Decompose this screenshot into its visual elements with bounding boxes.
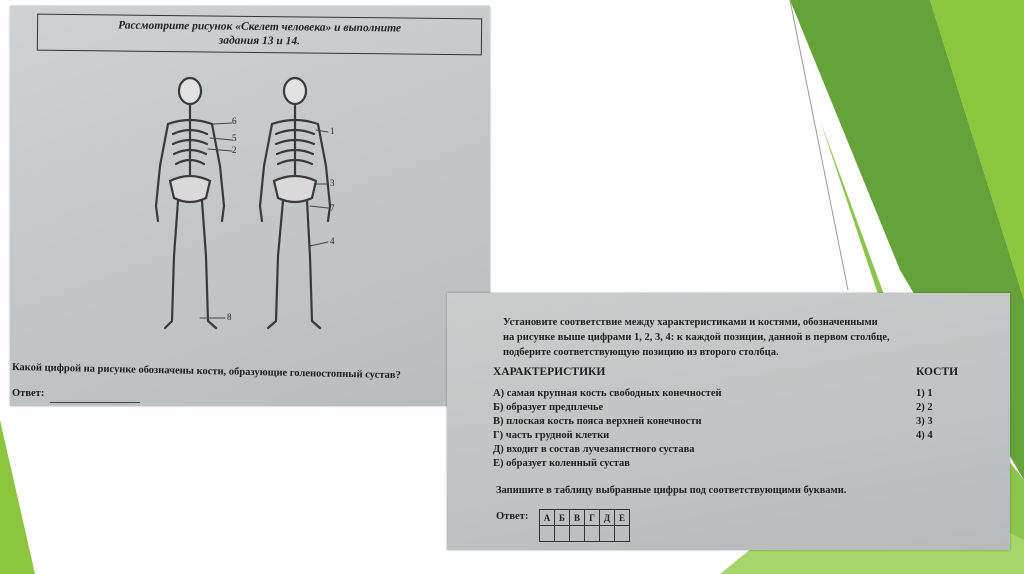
answer-letter-g: Г [585, 510, 600, 526]
label-4: 4 [330, 236, 335, 246]
label-6: 6 [232, 116, 237, 126]
answer-cell-e[interactable] [615, 526, 630, 542]
col-header-characteristics: ХАРАКТЕРИСТИКИ [493, 366, 606, 378]
label-7: 7 [330, 203, 335, 213]
answer-cell-d[interactable] [600, 526, 615, 542]
col-header-bones: КОСТИ [916, 366, 959, 378]
skeleton-front [156, 78, 224, 328]
bone-2: 2) 2 [916, 402, 933, 413]
answer-table-input-row [540, 526, 630, 542]
answer-letter-d: Д [600, 510, 615, 526]
task-header-line1: Рассмотрите рисунок «Скелет человека» и выполните [118, 19, 402, 35]
bone-3: 3) 3 [916, 416, 933, 427]
textbook-photo-matching [447, 293, 1010, 550]
answer-letter-e: Е [615, 510, 630, 526]
instruction-line3: подберите соответствующую позицию из второго столбца. [503, 347, 779, 358]
characteristic-e: Е) образует коленный сустав [493, 458, 630, 469]
characteristic-v: В) плоская кость пояса верхней конечности [493, 416, 702, 427]
characteristic-g: Г) часть грудной клетки [493, 430, 610, 441]
answer-table [539, 509, 630, 542]
answer-cell-v[interactable] [570, 526, 585, 542]
question-text: Какой цифрой на рисунке обозначены кости, образующие голеностопный сустав? [11, 362, 401, 382]
answer-table-header-row [540, 510, 630, 526]
answer-label-1: Ответ: [12, 388, 45, 399]
answer-letter-b: Б [555, 510, 570, 526]
textbook-photo-skeleton [10, 6, 490, 406]
skeleton-back [260, 78, 330, 328]
answer-cell-g[interactable] [585, 526, 600, 542]
characteristic-a: А) самая крупная кость свободных конечностей [493, 388, 722, 399]
answer-line-1[interactable] [50, 402, 140, 403]
label-5: 5 [232, 133, 237, 143]
label-2: 2 [232, 145, 237, 155]
label-1: 1 [330, 126, 335, 136]
characteristic-d: Д) входит в состав лучезапястного сустава [493, 444, 695, 455]
table-instruction: Запишите в таблицу выбранные цифры под соответствующими буквами. [496, 485, 847, 496]
bone-4: 4) 4 [916, 430, 933, 441]
skeleton-illustration [10, 6, 490, 406]
answer-letter-a: А [540, 510, 555, 526]
instruction-line2: на рисунке выше цифрами 1, 2, 3, 4: к каждой позиции, данной в первом столбце, [503, 332, 890, 343]
bone-1: 1) 1 [916, 388, 933, 399]
characteristic-b: Б) образует предплечье [493, 402, 604, 413]
instruction-line1: Установите соответствие между характеристиками и костями, обозначенными [503, 317, 878, 328]
answer-cell-a[interactable] [540, 526, 555, 542]
label-8: 8 [227, 312, 232, 322]
answer-cell-b[interactable] [555, 526, 570, 542]
answer-letter-v: В [570, 510, 585, 526]
green-stripe-left [0, 420, 35, 574]
label-3: 3 [330, 178, 335, 188]
task-header-line2: задания 13 и 14. [218, 34, 301, 48]
answer-label-2: Ответ: [496, 511, 529, 522]
